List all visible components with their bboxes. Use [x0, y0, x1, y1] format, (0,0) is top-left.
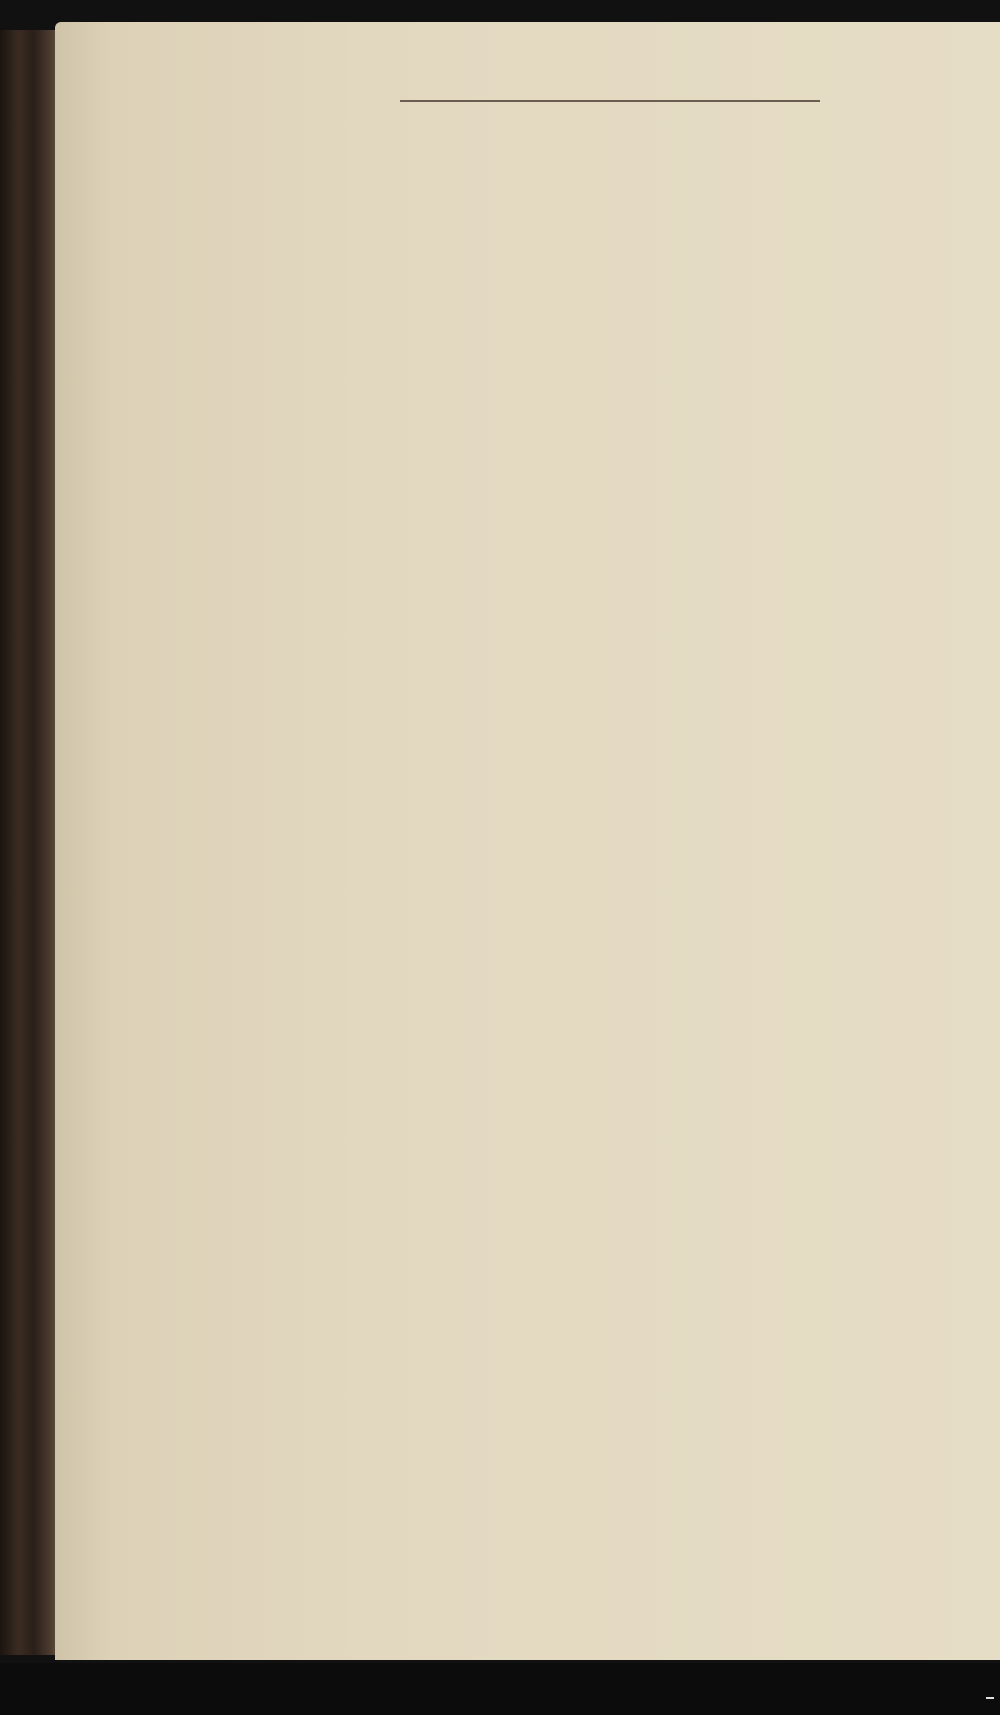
funding-credit [982, 1697, 994, 1699]
footer-bar [0, 1663, 1000, 1715]
book-page [55, 22, 1000, 1660]
dfg-logo [986, 1697, 994, 1699]
header-rule [400, 100, 820, 102]
book-spine-edge [0, 30, 62, 1655]
